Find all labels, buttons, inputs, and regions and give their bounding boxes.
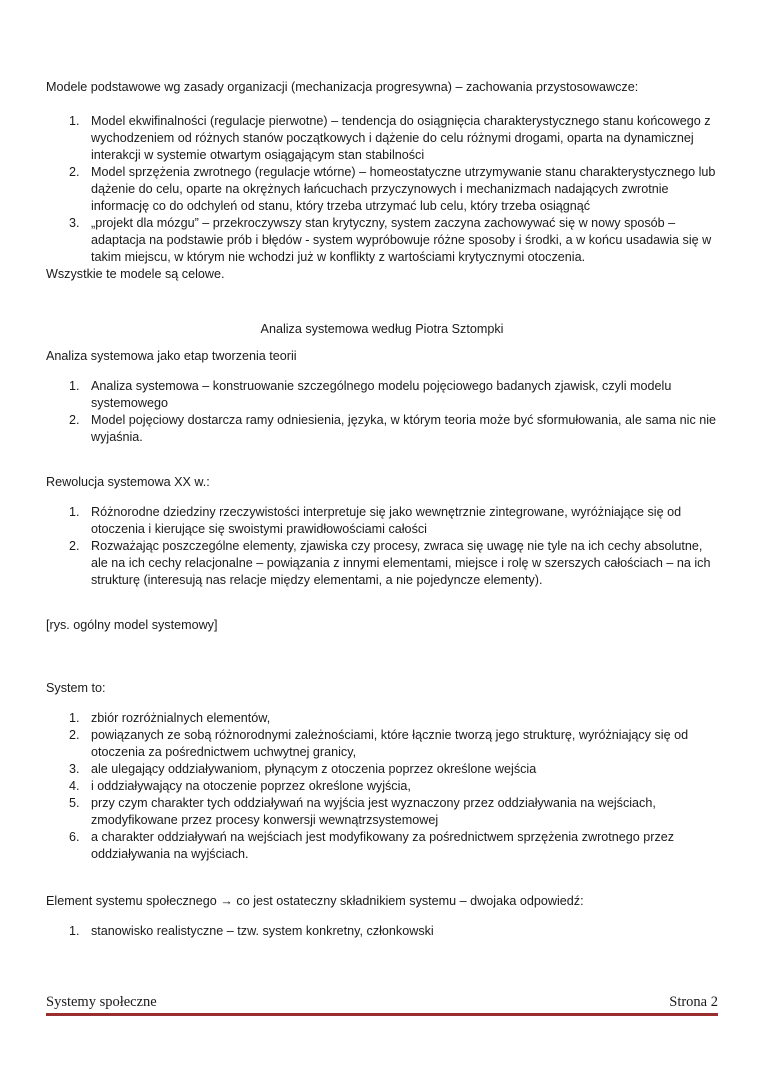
list-item [46, 727, 718, 761]
list-number: 3. [69, 762, 80, 776]
element-heading: Element systemu społecznego → co jest ostateczny składnikiem systemu – dwojaka odpowiedź: [46, 894, 584, 908]
list-item [46, 795, 718, 829]
list-text: Analiza systemowa – konstruowanie szczególnego modelu pojęciowego badanych zjawisk, czyli modelu systemowego [91, 379, 672, 410]
list-number: 1. [69, 924, 80, 938]
list-text: ale ulegający oddziaływaniom, płynącym z otoczenia poprzez określone wejścia [91, 762, 537, 776]
list-item [46, 829, 718, 863]
list-number: 1. [69, 505, 80, 519]
list-text: Rozważając poszczególne elementy, zjawiska czy procesy, zwraca się uwagę nie tyle na ich cechy absolutne, ale na ich cechy relacjonalne – powiązania z innymi elementami, miejsce i rolę w szerszych całościach – na ich strukturę (interesują nas relacje między elementami, a nie pojedyncze elementy). [91, 539, 711, 587]
system-list [46, 710, 718, 863]
list-number: 1. [69, 379, 80, 393]
all-models-paragraph: Wszystkie te modele są celowe. [46, 267, 225, 281]
intro-paragraph: Modele podstawowe wg zasady organizacji (mechanizacja progresywna) – zachowania przystosowawcze: [46, 80, 639, 94]
list-number: 2. [69, 165, 80, 179]
list-number: 2. [69, 728, 80, 742]
figure-note: [rys. ogólny model systemowy] [46, 618, 218, 632]
list-item [46, 378, 718, 412]
page-footer [46, 993, 718, 1016]
page-number: Strona 2 [669, 994, 718, 1010]
models-list [46, 113, 718, 266]
list-text: a charakter oddziaływań na wejściach jest modyfikowany za pośrednictwem sprzężenia zwrotnego przez oddziaływania na wyjściach. [91, 830, 675, 861]
list-number: 4. [69, 779, 80, 793]
list-number: 1. [69, 711, 80, 725]
list-number: 1. [69, 114, 80, 128]
list-item [46, 164, 718, 215]
section-title: Analiza systemowa według Piotra Sztompki [260, 322, 504, 336]
page-content [46, 79, 718, 940]
list-item [46, 412, 718, 446]
system-heading: System to: [46, 681, 106, 695]
list-item [46, 215, 718, 266]
list-text: i oddziaływający na otoczenie poprzez określone wyjścia, [91, 779, 411, 793]
analysis-heading: Analiza systemowa jako etap tworzenia teorii [46, 349, 297, 363]
list-text: Model pojęciowy dostarcza ramy odniesienia, języka, w którym teoria może być sformułowania, ale sama nic nie wyjaśnia. [91, 413, 717, 444]
list-text: Model ekwifinalności (regulacje pierwotne) – tendencja do osiągnięcia charakterystycznego stanu końcowego z wychodzeniem od różnych stanów początkowych i dążenie do celu różnymi drogami, oparta na dynamicznej interakcji w systemie otwartym osiągającym stan stabilności [91, 114, 711, 162]
list-text: przy czym charakter tych oddziaływań na wyjścia jest wyznaczony przez oddziaływania na wejściach, zmodyfikowane przez procesy konwersji wewnątrzsystemowej [91, 796, 656, 827]
list-item [46, 923, 718, 940]
list-number: 3. [69, 216, 80, 230]
element-list [46, 923, 718, 940]
list-text: „projekt dla mózgu” – przekroczywszy stan krytyczny, system zaczyna zachowywać się w nowy sposób – adaptacja na podstawie prób i błędów - system wypróbowuje różne sposoby i środki, a w końcu usadawia się w takim miejscu, w którym nie wchodzi już w konflikty z wartościami krytycznymi otoczenia. [91, 216, 712, 264]
list-item [46, 504, 718, 538]
list-text: powiązanych ze sobą różnorodnymi zależnościami, które łącznie tworzą jego strukturę, wyróżniający się od otoczenia za pośrednictwem uchwytnej granicy, [91, 728, 689, 759]
footer-title: Systemy społeczne [46, 994, 157, 1010]
list-item [46, 778, 718, 795]
list-number: 2. [69, 539, 80, 553]
list-text: zbiór rozróżnialnych elementów, [91, 711, 271, 725]
list-text: stanowisko realistyczne – tzw. system konkretny, członkowski [91, 924, 434, 938]
list-item [46, 113, 718, 164]
revolution-list [46, 504, 718, 589]
list-item [46, 538, 718, 589]
list-number: 5. [69, 796, 80, 810]
list-number: 6. [69, 830, 80, 844]
revolution-heading: Rewolucja systemowa XX w.: [46, 475, 210, 489]
list-number: 2. [69, 413, 80, 427]
list-text: Różnorodne dziedziny rzeczywistości interpretuje się jako wewnętrznie zintegrowane, wyróżniające się od otoczenia i kierujące się swoistymi prawidłowościami całości [91, 505, 682, 536]
list-text: Model sprzężenia zwrotnego (regulacje wtórne) – homeostatyczne utrzymywanie stanu charakterystycznego lub dążenie do celu, oparte na okrężnych łańcuchach przyczynowych i mechanizmach nadających zwrotnie informację co do odchyleń od stanu, który trzeba utrzymać lub celu, który trzeba osiągnąć [91, 165, 716, 213]
analysis-list [46, 378, 718, 446]
list-item [46, 710, 718, 727]
list-item [46, 761, 718, 778]
